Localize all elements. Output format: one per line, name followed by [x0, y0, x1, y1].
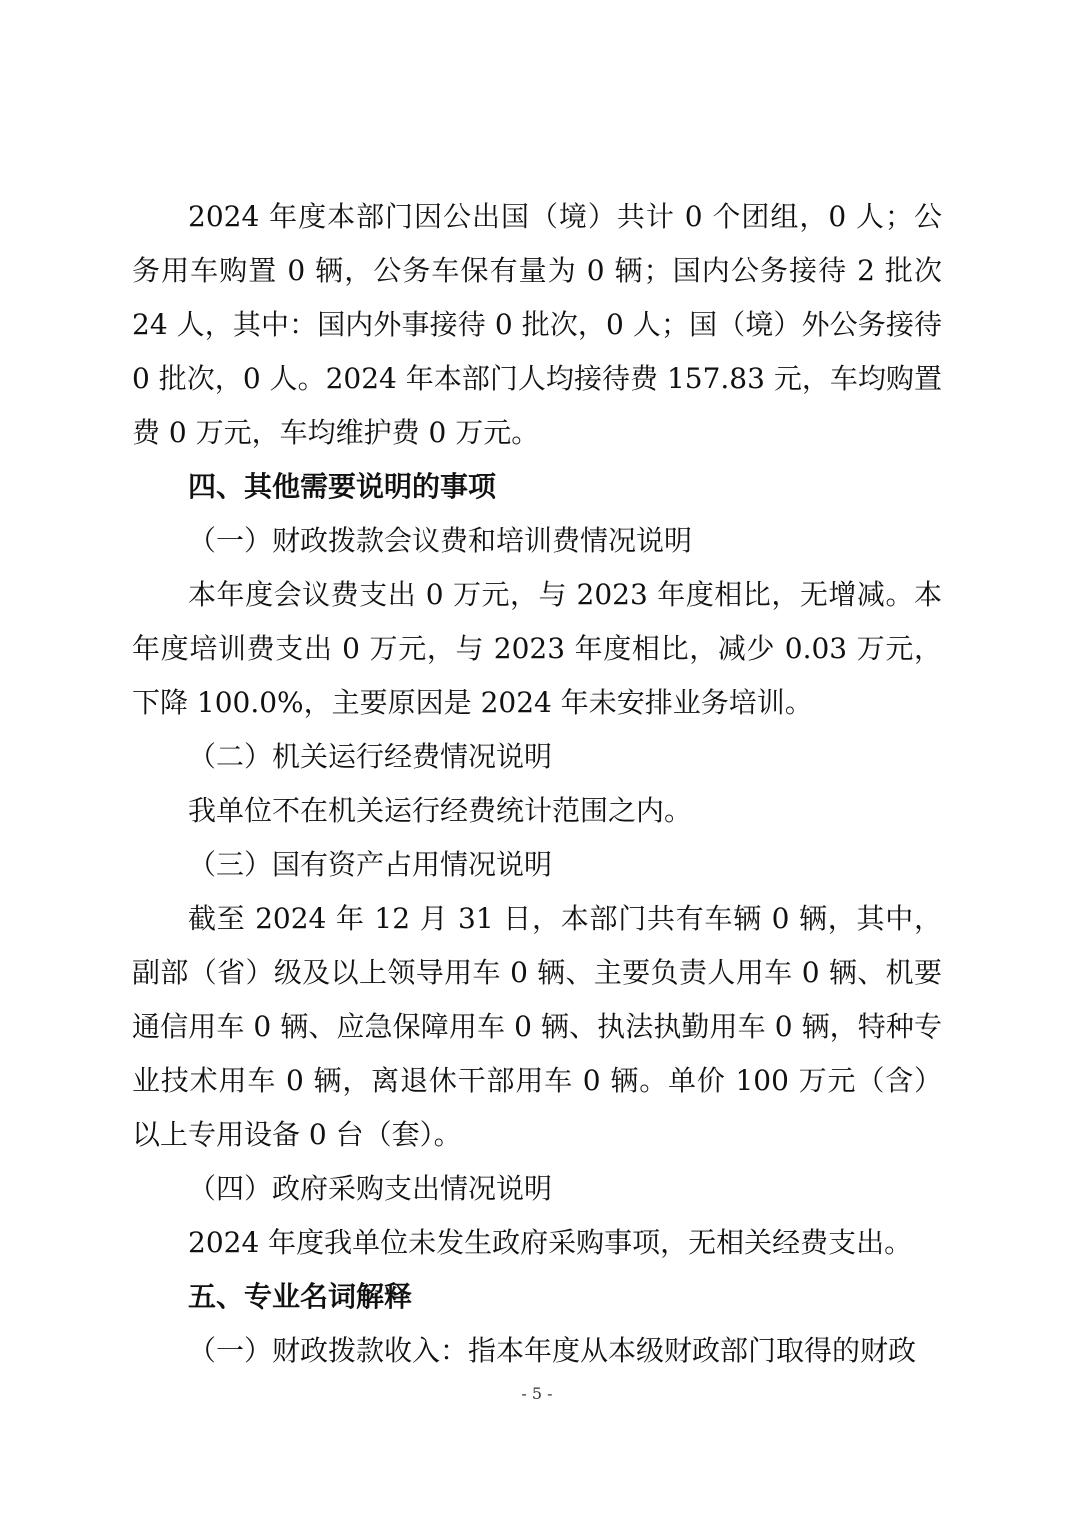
subheading-meeting-training: （一）财政拨款会议费和培训费情况说明: [188, 524, 693, 557]
section-heading-other-matters: 四、其他需要说明的事项: [188, 470, 497, 503]
page-number: - 5 -: [521, 1384, 553, 1403]
paragraph-procurement: 2024 年度我单位未发生政府采购事项，无相关经费支出。: [188, 1226, 913, 1259]
paragraph-operating-expenses: 我单位不在机关运行经费统计范围之内。: [188, 794, 693, 827]
paragraph-meeting-training: 本年度会议费支出 0 万元，与 2023 年度相比，无增减。本年度培训费支出 0 万元，与 2023 年度相比，减少 0.03 万元，下降 100.0%，主要原因是 2024 年未安排业务培训。: [132, 578, 942, 719]
paragraph-overseas-vehicles-reception: 2024 年度本部门因公出国（境）共计 0 个团组，0 人；公务用车购置 0 辆，公务车保有量为 0 辆；国内公务接待 2 批次 24 人，其中：国内外事接待 0 批次，0 人；国（境）外公务接待 0 批次，0 人。2024 年本部门人均接待费 157.83 元，车均购置费 0 万元，车均维护费 0 万元。: [132, 200, 942, 449]
subheading-procurement: （四）政府采购支出情况说明: [188, 1172, 553, 1205]
subheading-operating-expenses: （二）机关运行经费情况说明: [188, 740, 553, 773]
paragraph-state-assets: 截至 2024 年 12 月 31 日，本部门共有车辆 0 辆，其中，副部（省）级及以上领导用车 0 辆、主要负责人用车 0 辆、机要通信用车 0 辆、应急保障用车 0 辆、执法执勤用车 0 辆，特种专业技术用车 0 辆，离退休干部用车 0 辆。单价 100 万元（含）以上专用设备 0 台（套）。: [132, 902, 942, 1151]
section-heading-glossary: 五、专业名词解释: [188, 1280, 413, 1313]
document-body: [132, 190, 942, 1378]
glossary-item-fiscal-allocation: （一）财政拨款收入：指本年度从本级财政部门取得的财政: [188, 1334, 917, 1367]
subheading-state-assets: （三）国有资产占用情况说明: [188, 848, 553, 881]
